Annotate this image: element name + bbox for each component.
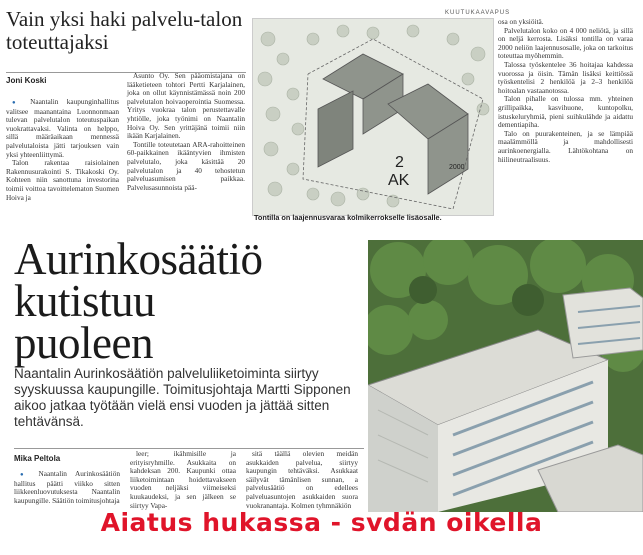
headline-line: kutistuu — [14, 276, 156, 326]
red-caption-banner: Aiatus hukassa - svdän oikella — [100, 508, 543, 537]
paragraph: Asunto Oy. Sen pääomistajana on lääketieteen tohtori Pertti Karjalainen, joka on ollut käynnistämässä noin 200 palvelutalon hoivaoperointia Suomessa. Yritys vuokraa talon perustettavalle yhtiölle, joka työnimi on Naantalin Hoiva Oy. Sen yrittäjänä toimii niin ikään Karjalainen. — [127, 71, 245, 141]
map-label: KUUTUKAAVAPUS — [445, 10, 511, 16]
top-col-2 — [127, 72, 245, 192]
bottom-col-2 — [130, 450, 236, 510]
paragraph: Talo on puurakenteinen, ja se lämpiää maalämmöllä ja mahdollisesti aurinkoenergialla. Lähtökohtana on hiilineutraalisuus. — [498, 128, 633, 164]
building-photo-graphic — [368, 240, 643, 512]
map-zone-code: AK — [388, 172, 410, 189]
paragraph: Tontille toteutetaan ARA-rahoitteinen 60-paikkainen ikääntyvien ihmisten palvelutalo, joka käsittää 20 palvelutalon ja 40 tehostetun palveluasumisen paikkaa. Palvelusasunnoista pää- — [127, 139, 245, 192]
bottom-byline: Mika Peltola — [14, 454, 61, 463]
bottom-col-1 — [14, 470, 120, 505]
map-area-value: 2000 — [449, 164, 465, 171]
top-col-1 — [6, 98, 119, 202]
map-zone-number: 2 — [395, 154, 404, 171]
paragraph: ● Naantalin kaupunginhallitus valitsee maanantaina Luonnonmaan tulevan palvelutalon toteutuspaikan vuokrattavaksi. Valinta on helppo, sillä määräaikaan mennessä palvelutaloista jätti tarjouksen vain yksi yhteenliittymä. — [6, 98, 119, 159]
paragraph: osa on yksiöitä. — [498, 17, 544, 26]
top-byline: Joni Koski — [6, 76, 47, 85]
bottom-col-3 — [246, 450, 358, 510]
paragraph: sitä täällä olevien meidän asukkaiden palvelua, siirtyy kaupungin tehtäväksi. Asukkaat säilyvät tämänlisen sunnan, a palvelusäätiö on edellees palveluasuntojen asukkaiden suora vuokranantaja. Kolmen tyhmnäkiön — [246, 449, 358, 510]
top-headline: Vain yksi haki palvelu-talon toteuttajaksi — [6, 7, 243, 54]
paragraph: leer; ikähmisille ja erityisryhmille. Asukkaita on kahdeksan 200. Kaupunki ottaa liiketoimintaan hoidettavakseen vuoden neljäksi viimeiseksi kuukaudeksi, ja sen jälkeen se siirtyy Vapa- — [130, 449, 236, 510]
top-col-3 — [498, 18, 633, 164]
paragraph: Palvelutalon koko on 4 000 neliötä, ja sillä on neljä kerrosta. Lisäksi tontilla on varaa 2000 neliön laajennusosalle, joka on tarkoitus toteuttaa myöhemmin. — [498, 25, 633, 61]
paragraph: Talon pihalle on tulossa mm. yhteinen grillipaikka, kasvihuone, kuntopolku, istuskeluryhmiä, pieni suihkulähde ja aidattu dementiapiha. — [498, 94, 633, 130]
paragraph: Talon rakentaa raisiolainen Rakennusurakointi S. Tikakoski Oy. Kohteen niin sanottuna investorina toimii voittoa tavoittelematon Suomen Hoiva ja — [6, 158, 119, 202]
headline-line: puoleen — [14, 318, 153, 368]
headline-line: Aurinkosäätiö — [14, 234, 263, 284]
paragraph: Talossa työskentelee 36 hoitajaa kahdessa vuorossa ja öisin. Tämän lisäksi keittiössä työskentelisi 2 henkilöä ja 2–3 henkilöä hoitoalan vastaanotossa. — [498, 59, 633, 95]
bottom-lead: Naantalin Aurinkosäätiön palveluliiketoiminta siirtyy syyskuussa kaupungille. Toimitusjohtaja Martti Sipponen aikoo jatkaa työtään vielä ensi vuoden ja jättää sitten tehtävänsä. — [14, 366, 351, 429]
site-plan-map — [252, 18, 494, 216]
map-caption: Tontilla on laajennusvaraa kolmikerrokselle lisäosalle. — [254, 213, 442, 222]
site-plan-graphic — [253, 19, 493, 215]
bottom-headline — [14, 234, 354, 368]
paragraph: ● Naantalin Aurinkosäätiön hallitus päätti viikko sitten liikkeenluovutuksesta Naantalin kaupungille. Säätiön toimitusjohtaja — [14, 470, 120, 505]
building-photo — [368, 240, 643, 512]
